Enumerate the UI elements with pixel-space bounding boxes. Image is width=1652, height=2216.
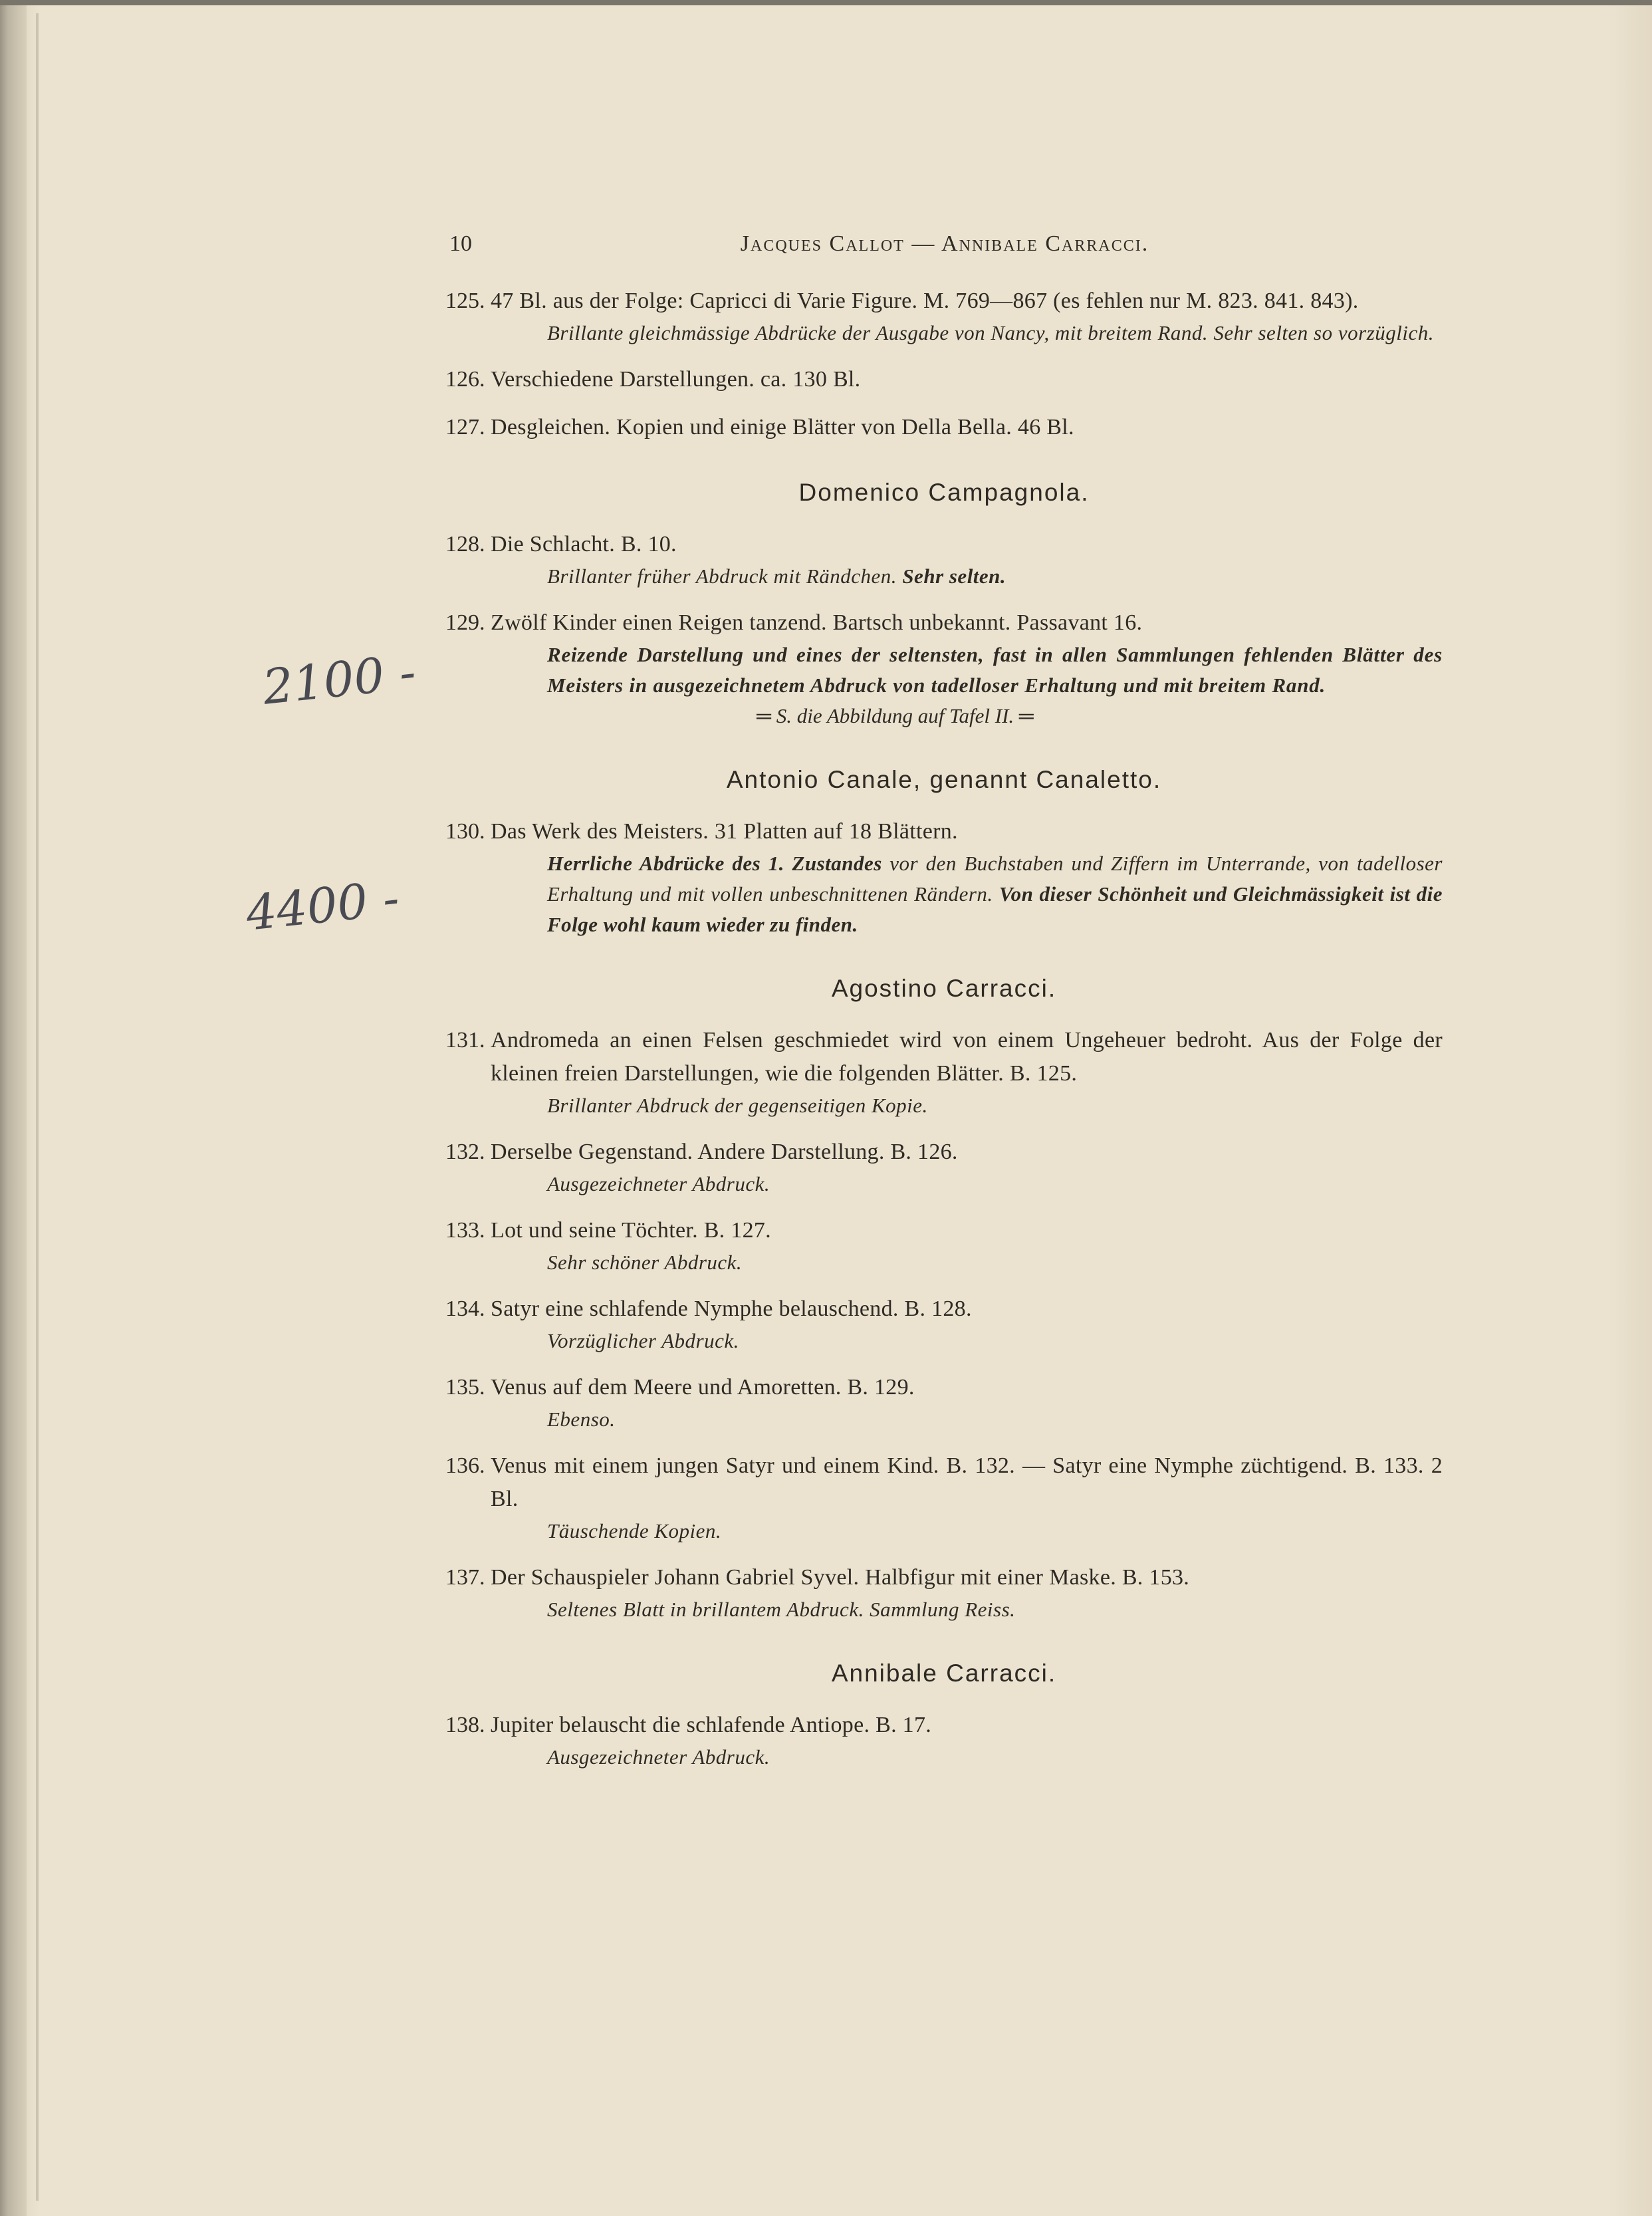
entry-text: Lot und seine Töchter. B. 127.	[491, 1218, 771, 1243]
entry-text: Venus auf dem Meere und Amoretten. B. 129.	[491, 1375, 915, 1400]
top-edge	[0, 0, 1652, 5]
pencil-price-130: 4400 -	[243, 870, 402, 941]
catalogue-entry	[445, 1449, 1443, 1546]
catalogue-entry	[445, 606, 1443, 731]
entry-number: 132.	[445, 1140, 485, 1164]
plate-reference: ═ S. die Abbildung auf Tafel II. ═	[757, 704, 1034, 727]
entry-text: Venus mit einem jungen Satyr und einem Kind. B. 132. — Satyr eine Nymphe züchtigend. B. 133. 2 Bl.	[491, 1453, 1443, 1511]
artist-heading: Annibale Carracci.	[831, 1660, 1057, 1687]
entry-text: Satyr eine schlafende Nymphe belauschend. B. 128.	[491, 1296, 972, 1321]
artist-heading: Domenico Campagnola.	[798, 479, 1090, 506]
entry-text: Desgleichen. Kopien und einige Blätter von Della Bella. 46 Bl.	[491, 415, 1074, 439]
entry-note: Seltenes Blatt in brillantem Abdruck. Sammlung Reiss.	[547, 1598, 1016, 1621]
entry-note: Brillanter Abdruck der gegenseitigen Kopie.	[547, 1094, 928, 1117]
catalogue-entry	[445, 815, 1443, 940]
catalogue-entry	[445, 1371, 1443, 1435]
entry-number: 125.	[445, 289, 485, 313]
catalogue-entry	[445, 528, 1443, 592]
catalogue-entry	[445, 1709, 1443, 1773]
artist-heading: Antonio Canale, genannt Canaletto.	[726, 766, 1162, 793]
entry-number: 128.	[445, 532, 485, 556]
catalogue-entry	[445, 1293, 1443, 1356]
entry-number: 133.	[445, 1218, 485, 1243]
entry-number: 136.	[445, 1453, 485, 1478]
entry-note	[547, 848, 1443, 940]
catalogue-content	[445, 285, 1443, 1787]
entry-number: 130.	[445, 819, 485, 844]
catalogue-entry	[445, 285, 1443, 348]
entry-note: Ebenso.	[547, 1408, 616, 1431]
catalogue-entry	[445, 1214, 1443, 1278]
entry-number: 126.	[445, 367, 485, 392]
entry-number: 127.	[445, 415, 485, 439]
entry-note-emphasis: Sehr selten.	[902, 564, 1006, 588]
entry-note: Täuschende Kopien.	[547, 1519, 722, 1542]
entry-note: Vorzüglicher Abdruck.	[547, 1329, 739, 1352]
entry-note-text: vor den Buchstaben und Ziffern im Unterrande, von tadelloser Erhaltung und mit vollen unbeschnittenen Rändern.	[547, 852, 1443, 906]
pencil-price-129: 2100 -	[260, 644, 419, 715]
catalogue-entry	[445, 1561, 1443, 1625]
entry-text: Das Werk des Meisters. 31 Platten auf 18 Blättern.	[491, 819, 958, 844]
catalogue-entry	[445, 363, 1443, 396]
entry-text: Die Schlacht. B. 10.	[491, 532, 677, 556]
entry-note: Sehr schöner Abdruck.	[547, 1251, 743, 1274]
entry-note: Reizende Darstellung und eines der seltensten, fast in allen Sammlungen fehlenden Blätter des Meisters in ausgezeichnetem Abdruck von tadelloser Erhaltung und mit breitem Rand.	[547, 643, 1443, 697]
entry-text: Verschiedene Darstellungen. ca. 130 Bl.	[491, 367, 861, 392]
entry-note: Ausgezeichneter Abdruck.	[547, 1172, 770, 1195]
entry-number: 137.	[445, 1565, 485, 1590]
entry-number: 131.	[445, 1028, 485, 1052]
entry-note-emphasis: Von dieser Schönheit und Gleichmässigkeit ist die Folge wohl kaum wieder zu finden.	[547, 882, 1443, 936]
entry-note: Brillante gleichmässige Abdrücke der Ausgabe von Nancy, mit breitem Rand. Sehr selten so vorzüglich.	[547, 321, 1434, 344]
entry-number: 138.	[445, 1713, 485, 1737]
page-header	[449, 231, 1440, 265]
entry-note: Ausgezeichneter Abdruck.	[547, 1745, 770, 1769]
entry-number: 135.	[445, 1375, 485, 1400]
entry-number: 129.	[445, 610, 485, 635]
entry-note-text: Brillanter früher Abdruck mit Rändchen.	[547, 564, 897, 588]
running-title: Jacques Callot — Annibale Carracci.	[740, 231, 1149, 256]
catalogue-entry	[445, 411, 1443, 444]
entry-text: Andromeda an einen Felsen geschmiedet wird von einem Ungeheuer bedroht. Aus der Folge der kleinen freien Darstellungen, wie die folgenden Blätter. B. 125.	[491, 1028, 1443, 1086]
entry-text: Jupiter belauscht die schlafende Antiope. B. 17.	[491, 1713, 932, 1737]
page-fold	[36, 13, 39, 2201]
entry-note	[547, 561, 1443, 592]
page-number: 10	[449, 231, 472, 256]
entry-text: Der Schauspieler Johann Gabriel Syvel. Halbfigur mit einer Maske. B. 153.	[491, 1565, 1190, 1590]
entry-number: 134.	[445, 1296, 485, 1321]
binding-edge	[0, 0, 27, 2216]
entry-note-emphasis: Herrliche Abdrücke des 1. Zustandes	[547, 852, 882, 875]
catalogue-entry	[445, 1136, 1443, 1199]
catalogue-entry	[445, 1024, 1443, 1121]
entry-text: Zwölf Kinder einen Reigen tanzend. Bartsch unbekannt. Passavant 16.	[491, 610, 1143, 635]
entry-text: Derselbe Gegenstand. Andere Darstellung. B. 126.	[491, 1140, 958, 1164]
artist-heading: Agostino Carracci.	[831, 975, 1057, 1002]
entry-text: 47 Bl. aus der Folge: Capricci di Varie Figure. M. 769—867 (es fehlen nur M. 823. 841. 843).	[491, 289, 1359, 313]
